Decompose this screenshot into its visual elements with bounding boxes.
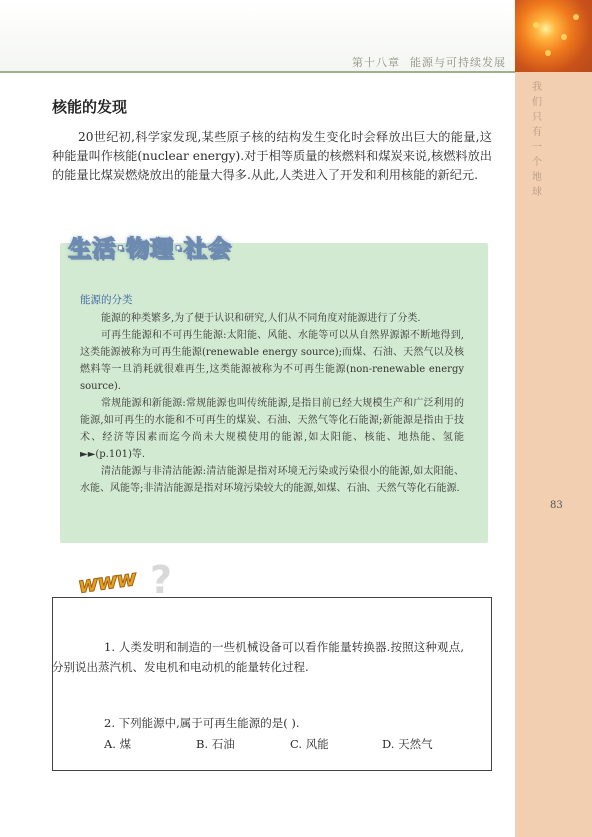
exercise-question-2: 2. 下列能源中,属于可再生能源的是( ).: [104, 716, 300, 730]
chapter-title: 能源与可持续发展: [410, 56, 506, 69]
page-number: 83: [550, 500, 563, 511]
box-paragraph: 可再生能源和不可再生能源:太阳能、风能、水能等可以从自然界源源不断地得到,这类能源被称为可再生能源(renewable energy source);而煤、石油、天然气以及核燃料等一旦消耗就很难再生,这类能源被称为不可再生能源(non-renewable energy source).: [80, 330, 464, 392]
box-banner: 生活·物理·社会: [68, 236, 232, 262]
side-vertical-text: 我们只有一个地球: [532, 82, 542, 198]
section-title: 核能的发现: [52, 98, 128, 116]
header-rule: [0, 71, 515, 73]
box-paragraph: 能源的种类繁多,为了便于认识和研究,人们从不同角度对能源进行了分类.: [101, 313, 421, 324]
question-mark-icon: ?: [150, 558, 173, 602]
box-body: [80, 310, 464, 497]
side-strip: [515, 0, 592, 837]
box-paragraph: 常规能源和新能源:常规能源也叫传统能源,是指目前已经大规模生产和广泛利用的能源,如可再生的水能和不可再生的煤炭、石油、天然气等化石能源;新能源是指由于技术、经济等因素而迄今尚未大规模使用的能源,如太阳能、核能、地热能、氢能►►(p.101)等.: [80, 398, 464, 460]
www-logo-text: www: [76, 566, 138, 599]
option-d: D. 天然气: [382, 737, 433, 751]
chapter-number: 第十八章: [352, 56, 400, 69]
exercise-question-1: 1. 人类发明和制造的一些机械设备可以看作能量转换器.按照这种观点,分别说出蒸汽机、发电机和电动机的能量转化过程.: [52, 640, 464, 674]
chapter-heading: [342, 54, 506, 70]
intro-paragraph: 20世纪初,科学家发现,某些原子核的结构发生变化时会释放出巨大的能量,这种能量叫作核能(nuclear energy).对于相等质量的核燃料和煤炭来说,核燃料放出的能量比煤炭燃烧放出的能量大得多.从此,人类进入了开发和利用核能的新纪元.: [52, 130, 492, 182]
option-c: C. 风能: [290, 737, 329, 751]
corner-photo: [515, 0, 592, 72]
option-b: B. 石油: [196, 737, 235, 751]
box-paragraph: 清洁能源与非清洁能源:清洁能源是指对环境无污染或污染很小的能源,如太阳能、水能、风能等;非清洁能源是指对环境污染较大的能源,如煤、石油、天然气等化石能源.: [80, 466, 464, 494]
option-a: A. 煤: [104, 737, 132, 751]
box-title: 能源的分类: [80, 294, 133, 306]
